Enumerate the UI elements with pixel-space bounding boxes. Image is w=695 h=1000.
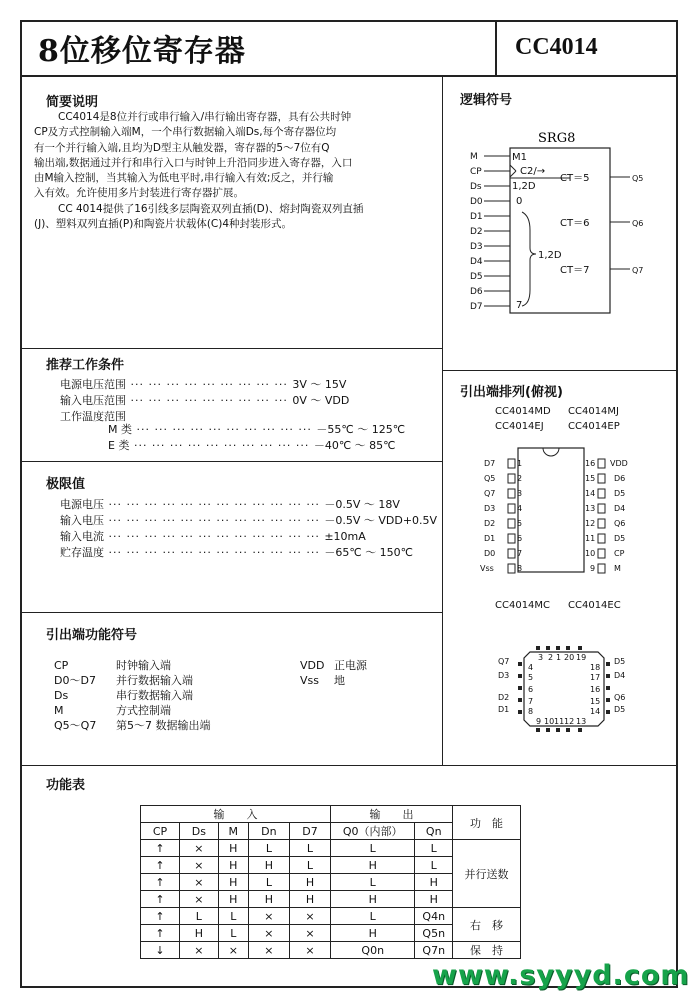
spec-row: 电源电压范围 ··· ··· ··· ··· ··· ··· ··· ··· ··· 3V ～ 15V	[60, 378, 347, 391]
spec-row: E 类 ··· ··· ··· ··· ··· ··· ··· ··· ··· ··· －40℃ ～ 85℃	[108, 439, 396, 452]
dip-pin-label: D5	[614, 534, 626, 543]
plcc-package	[490, 622, 640, 752]
header-rule	[20, 75, 678, 77]
plcc-pin-label: D5	[614, 705, 626, 714]
input-D3: D3	[470, 242, 483, 252]
summary-heading: 简要说明	[46, 95, 99, 110]
inner-7: 7	[516, 300, 523, 311]
spec-value: 0V ～ VDD	[292, 394, 350, 407]
svg-text:6: 6	[517, 534, 523, 543]
inner-M1: M1	[512, 152, 527, 163]
table-row: ↑ × H H H H H	[141, 891, 521, 908]
output-Q5: Q5	[632, 174, 644, 183]
group-input: 输 入	[141, 806, 331, 823]
dip-pin-label: Q6	[614, 519, 626, 528]
model-label: CC4014EP	[568, 421, 620, 432]
plcc-pin-label: Q7	[498, 657, 510, 666]
limit-row: 电源电压 ··· ··· ··· ··· ··· ··· ··· ··· ··· ··· ··· ··· －0.5V ～ 18V	[60, 498, 400, 511]
dip-pin-label: D1	[484, 534, 496, 543]
section-rule	[20, 348, 443, 349]
pinfunc-row: Q5～Q7 第5～7 数据输出端	[54, 719, 211, 732]
svg-text:3: 3	[517, 489, 523, 498]
header-separator	[495, 20, 497, 77]
summary-line: CC4014是8位并行或串行输入/串行输出寄存器，具有公共时钟	[58, 111, 352, 123]
svg-text:17: 17	[590, 673, 601, 682]
pinfunc-row: CP 时钟输入端	[54, 659, 171, 672]
function-table	[140, 805, 521, 959]
summary-text	[34, 110, 436, 232]
input-D7: D7	[470, 302, 483, 312]
svg-text:9: 9	[536, 717, 542, 726]
svg-text:16: 16	[590, 685, 601, 694]
model-label: CC4014EJ	[495, 421, 544, 432]
svg-text:15: 15	[585, 474, 596, 483]
plcc-pin-label: D5	[614, 657, 626, 666]
svg-text:5: 5	[528, 673, 534, 682]
summary-line: 入有效。允许使用多片封装进行寄存器扩展。	[34, 187, 244, 200]
table-row: ↑ × H H L H L	[141, 857, 521, 874]
input-D4: D4	[470, 257, 483, 267]
page-title: 8位移位寄存器	[38, 34, 246, 69]
svg-text:14: 14	[585, 489, 596, 498]
spec-label: E 类	[108, 439, 130, 452]
spec-label: 工作温度范围	[60, 410, 126, 423]
dip-pin-label: Vss	[480, 564, 494, 573]
inner-0: 0	[516, 196, 523, 207]
col-header: CP	[141, 823, 180, 840]
mode-cell: 并行送数	[453, 840, 521, 908]
svg-text:2: 2	[548, 653, 554, 662]
svg-text:20: 20	[564, 653, 575, 662]
pinfunc-row: D0～D7 并行数据输入端	[54, 674, 193, 687]
svg-text:2: 2	[517, 474, 523, 483]
ct5-label: CT＝5	[560, 173, 590, 184]
plcc-pin-label: D4	[614, 671, 626, 680]
input-CP: CP	[470, 167, 482, 177]
inner-12D: 1,2D	[512, 181, 536, 192]
table-row: ↑ L L × × L Q4n 右 移	[141, 908, 521, 925]
dip-pin-label: D2	[484, 519, 496, 528]
logic-symbol	[460, 130, 680, 320]
inner-12D-b: 1,2D	[538, 250, 562, 261]
mode-cell: 右 移	[453, 908, 521, 942]
ct6-label: CT＝6	[560, 218, 590, 229]
spec-value: －55℃ ～ 125℃	[316, 423, 406, 436]
svg-text:8: 8	[528, 707, 534, 716]
section-rule	[443, 370, 678, 371]
dip-pin-label: D3	[484, 504, 496, 513]
svg-text:6: 6	[528, 685, 534, 694]
dip-pin-label: VDD	[610, 459, 628, 468]
plcc-pin-label: D1	[498, 705, 510, 714]
summary-line: (J)、塑料双列直插(P)和陶瓷片状载体(C)4种封装形式。	[34, 218, 293, 231]
pinfunc-heading: 引出端功能符号	[46, 628, 138, 643]
svg-text:13: 13	[576, 717, 587, 726]
svg-text:8: 8	[517, 564, 523, 573]
plcc-pin-label: Q6	[614, 693, 626, 702]
recommended-heading: 推荐工作条件	[46, 358, 125, 373]
table-row: ↑ × H L L L L 并行送数	[141, 840, 521, 857]
summary-line: 由M输入控制，当其输入为低电平时,串行输入有效;反之，并行输	[34, 172, 334, 185]
limit-value: －65℃ ～ 150℃	[324, 546, 414, 559]
pinfunc-row: Ds 串行数据输入端	[54, 689, 193, 702]
dip-pin-label: D4	[614, 504, 626, 513]
limit-value: ±10mA	[324, 530, 366, 543]
input-D2: D2	[470, 227, 483, 237]
input-M: M	[470, 152, 478, 162]
dip-pin-label: D5	[614, 489, 626, 498]
inner-C2: C2/→	[520, 166, 546, 177]
svg-text:11: 11	[585, 534, 596, 543]
dip-package	[480, 446, 640, 576]
dip-pin-label: D0	[484, 549, 496, 558]
svg-text:4: 4	[528, 663, 534, 672]
ct7-label: CT＝7	[560, 265, 590, 276]
svg-text:18: 18	[590, 663, 601, 672]
svg-text:12: 12	[585, 519, 596, 528]
summary-line: 有一个并行输入端,且均为D型主从触发器，寄存器的5～7位有Q	[34, 141, 330, 154]
plcc-pin-label: D2	[498, 693, 510, 702]
srg8-label: SRG8	[538, 131, 576, 146]
col-header: Ds	[179, 823, 218, 840]
svg-text:1: 1	[556, 653, 562, 662]
svg-text:13: 13	[585, 504, 596, 513]
input-D0: D0	[470, 197, 483, 207]
svg-text:12: 12	[564, 717, 575, 726]
model-label: CC4014MJ	[568, 406, 619, 417]
pinfunc-row: Vss 地	[300, 674, 345, 687]
model-label: CC4014MD	[495, 406, 551, 417]
limit-label: 输入电压	[60, 514, 104, 527]
spec-row: M 类 ··· ··· ··· ··· ··· ··· ··· ··· ··· ··· －55℃ ～ 125℃	[108, 423, 406, 436]
output-Q6: Q6	[632, 219, 644, 228]
summary-line: CC 4014提供了16引线多层陶瓷双列直插(D)、熔封陶瓷双列直插	[58, 202, 364, 215]
column-divider	[442, 77, 443, 765]
section-rule	[20, 765, 678, 766]
svg-text:1: 1	[517, 459, 523, 468]
model-label: CC4014MC	[495, 600, 551, 611]
pinfunc-row: VDD 正电源	[300, 659, 367, 672]
table-row: ↑ H L × × H Q5n	[141, 925, 521, 942]
limit-label: 输入电流	[60, 530, 104, 543]
limit-row: 输入电压 ··· ··· ··· ··· ··· ··· ··· ··· ··· ··· ··· ··· －0.5V ～ VDD+0.5V	[60, 514, 438, 527]
svg-text:3: 3	[538, 653, 544, 662]
svg-text:7: 7	[517, 549, 523, 558]
svg-text:9: 9	[590, 564, 596, 573]
summary-line: CP及方式控制输入端M，一个串行数据输入端Ds,每个寄存器位均	[34, 126, 337, 139]
dip-pin-label: CP	[614, 549, 625, 558]
spec-value: －40℃ ～ 85℃	[313, 439, 396, 452]
spec-label: 输入电压范围	[60, 394, 126, 407]
col-header: D7	[289, 823, 330, 840]
model-label: CC4014EC	[568, 600, 621, 611]
table-row: ↓ × × × × Q0n Q7n 保 持	[141, 942, 521, 959]
svg-text:10: 10	[585, 549, 596, 558]
input-D6: D6	[470, 287, 483, 297]
svg-text:11: 11	[554, 717, 565, 726]
input-D1: D1	[470, 212, 483, 222]
watermark: www.syyyd.com	[432, 960, 690, 991]
dip-pin-label: Q7	[484, 489, 496, 498]
dip-pin-label: D7	[484, 459, 496, 468]
limit-row: 输入电流 ··· ··· ··· ··· ··· ··· ··· ··· ··· ··· ··· ··· ±10mA	[60, 530, 366, 543]
group-output: 输 出	[331, 806, 453, 823]
plcc-pin-label: D3	[498, 671, 510, 680]
col-header: M	[218, 823, 248, 840]
input-Ds: Ds	[470, 182, 482, 192]
limit-value: －0.5V ～ VDD+0.5V	[324, 514, 438, 527]
section-rule	[20, 461, 443, 462]
limit-row: 贮存温度 ··· ··· ··· ··· ··· ··· ··· ··· ··· ··· ··· ··· －65℃ ～ 150℃	[60, 546, 414, 559]
svg-text:7: 7	[528, 697, 534, 706]
table-row: ↑ × H L H L H	[141, 874, 521, 891]
svg-text:16: 16	[585, 459, 596, 468]
svg-text:14: 14	[590, 707, 601, 716]
spec-value: 3V ～ 15V	[292, 378, 347, 391]
svg-text:19: 19	[576, 653, 587, 662]
col-header: Q0（内部）	[331, 823, 415, 840]
limit-value: －0.5V ～ 18V	[324, 498, 400, 511]
spec-label: 电源电压范围	[60, 378, 126, 391]
summary-line: 输出端,数据通过并行和串行入口与时钟上升沿同步进入寄存器，入口	[34, 156, 353, 169]
logic-heading: 逻辑符号	[460, 93, 513, 108]
func-header: 功 能	[453, 806, 521, 840]
svg-text:10: 10	[544, 717, 555, 726]
pinfunc-row: M 方式控制端	[54, 704, 171, 717]
functable-heading: 功能表	[46, 778, 86, 793]
mode-cell: 保 持	[453, 942, 521, 959]
col-header: Qn	[415, 823, 453, 840]
part-number: CC4014	[515, 34, 598, 60]
dip-pin-label: Q5	[484, 474, 496, 483]
pinout-heading: 引出端排列(俯视)	[460, 385, 563, 400]
svg-text:4: 4	[517, 504, 523, 513]
spec-label: M 类	[108, 423, 132, 436]
limit-label: 电源电压	[60, 498, 104, 511]
section-rule	[20, 612, 443, 613]
dip-pin-label: M	[614, 564, 621, 573]
limits-heading: 极限值	[46, 477, 86, 492]
input-D5: D5	[470, 272, 483, 282]
spec-row: 输入电压范围 ··· ··· ··· ··· ··· ··· ··· ··· ··· 0V ～ VDD	[60, 394, 350, 407]
svg-text:15: 15	[590, 697, 601, 706]
limit-label: 贮存温度	[60, 546, 104, 559]
col-header: Dn	[248, 823, 289, 840]
output-Q7: Q7	[632, 266, 644, 275]
dip-pin-label: D6	[614, 474, 626, 483]
svg-text:5: 5	[517, 519, 523, 528]
